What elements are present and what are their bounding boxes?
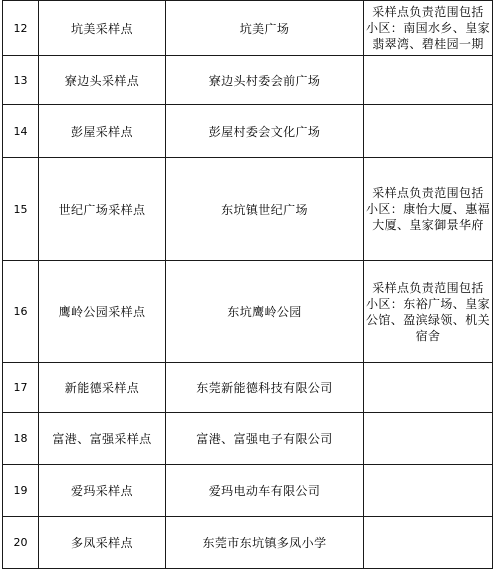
- site-name: 新能德采样点: [39, 363, 166, 413]
- note-line: 大厦、皇家御景华府: [372, 218, 484, 232]
- site-name: 多凤采样点: [39, 517, 166, 569]
- note-line: 宿舍: [415, 328, 441, 343]
- site-location: 坑美广场: [166, 1, 364, 56]
- site-location: 东莞新能德科技有限公司: [166, 363, 364, 413]
- table-row: [3, 413, 493, 465]
- note-line: 翡翠湾、碧桂园一期: [372, 37, 484, 51]
- site-name: 鹰岭公园采样点: [39, 261, 166, 363]
- note-line: 小区：康怡大厦、惠福: [366, 202, 491, 216]
- site-note: [364, 413, 493, 465]
- note-line: 采样点负责范围包括: [372, 280, 484, 295]
- site-note: [364, 105, 493, 158]
- table-row: [3, 465, 493, 517]
- table-row: [3, 517, 493, 569]
- site-note: [364, 517, 493, 569]
- note-line: 小区：东裕广场、皇家: [366, 296, 491, 311]
- site-name: 坑美采样点: [39, 1, 166, 56]
- table-row: [3, 56, 493, 105]
- note-line: 公馆、盈滨绿领、机关: [366, 312, 491, 327]
- row-number: 19: [3, 465, 39, 517]
- site-location: 寮边头村委会前广场: [166, 56, 364, 105]
- note-line: 采样点负责范围包括: [372, 5, 484, 19]
- site-note: [364, 1, 493, 56]
- site-note: [364, 261, 493, 363]
- sampling-sites-table: [2, 0, 493, 569]
- site-note: [364, 56, 493, 105]
- table-row: [3, 363, 493, 413]
- row-number: 18: [3, 413, 39, 465]
- row-number: 13: [3, 56, 39, 105]
- site-note: [364, 158, 493, 261]
- table-row: [3, 261, 493, 363]
- table-row: [3, 1, 493, 56]
- site-name: 富港、富强采样点: [39, 413, 166, 465]
- row-number: 15: [3, 158, 39, 261]
- site-name: 爱玛采样点: [39, 465, 166, 517]
- site-location: 彭屋村委会文化广场: [166, 105, 364, 158]
- site-location: 东坑镇世纪广场: [166, 158, 364, 261]
- site-note: [364, 363, 493, 413]
- site-location: 东莞市东坑镇多凤小学: [166, 517, 364, 569]
- note-line: 采样点负责范围包括: [372, 186, 484, 200]
- row-number: 17: [3, 363, 39, 413]
- site-location: 东坑鹰岭公园: [166, 261, 364, 363]
- note-line: 小区：南国水乡、皇家: [366, 21, 491, 35]
- row-number: 14: [3, 105, 39, 158]
- site-location: 富港、富强电子有限公司: [166, 413, 364, 465]
- table-row: [3, 158, 493, 261]
- table-row: [3, 105, 493, 158]
- row-number: 16: [3, 261, 39, 363]
- site-location: 爱玛电动车有限公司: [166, 465, 364, 517]
- row-number: 12: [3, 1, 39, 56]
- row-number: 20: [3, 517, 39, 569]
- site-name: 世纪广场采样点: [39, 158, 166, 261]
- site-note: [364, 465, 493, 517]
- site-name: 彭屋采样点: [39, 105, 166, 158]
- site-name: 寮边头采样点: [39, 56, 166, 105]
